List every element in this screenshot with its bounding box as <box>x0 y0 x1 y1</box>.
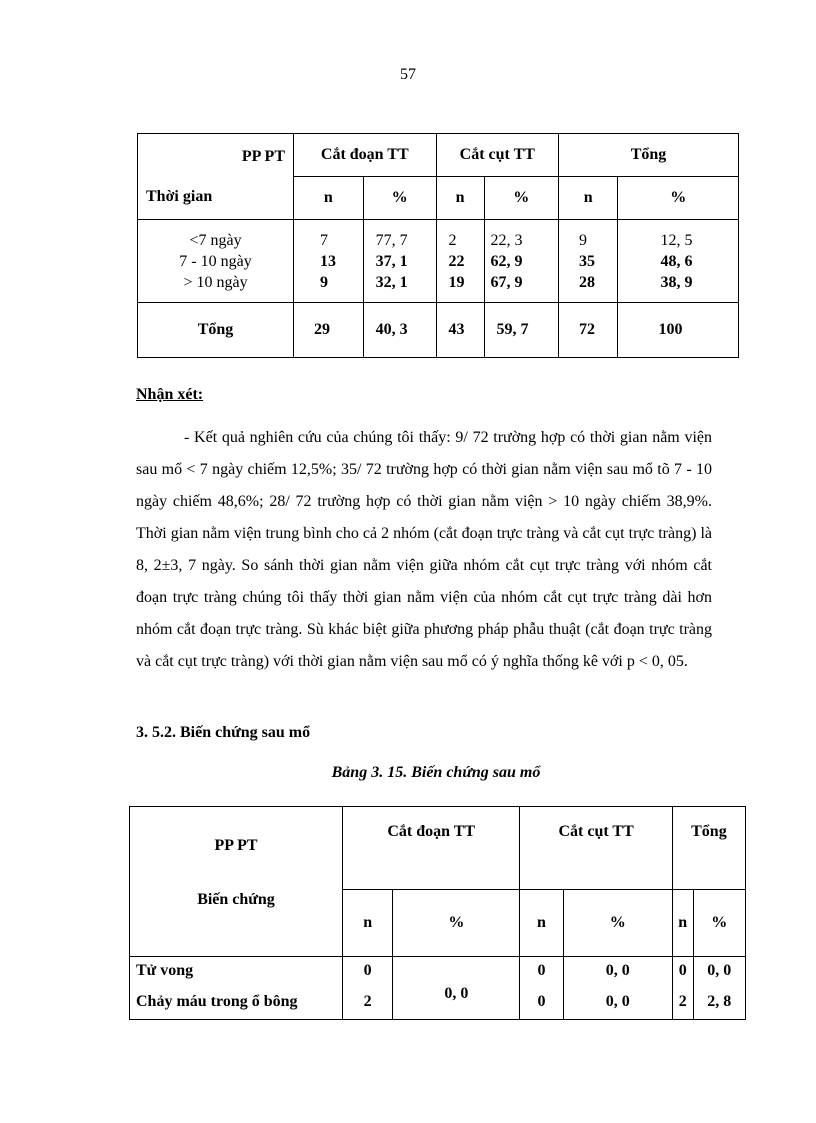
group-header: Tổng <box>559 134 739 177</box>
table-row <box>138 220 739 303</box>
sub-header: n <box>294 177 364 220</box>
group-header: Tổng <box>672 807 745 890</box>
cell-cd-n: 0 <box>343 957 393 986</box>
sub-header: n <box>520 890 563 957</box>
group-header: Cắt đoạn TT <box>343 807 520 890</box>
row-labels <box>138 220 294 303</box>
sub-header: % <box>363 177 436 220</box>
cell-cc-n: 0 <box>520 957 563 986</box>
row-label: > 10 ngày <box>183 273 248 291</box>
sub-header: n <box>672 890 693 957</box>
cell-cc-n: 2 22 19 <box>436 220 484 303</box>
cell-cc-pct: 59, 7 <box>484 303 559 358</box>
row-label: Tổng <box>138 303 294 358</box>
cell-cc-pct: 0, 0 <box>563 957 672 986</box>
table-hospital-stay <box>137 133 739 358</box>
row-label: <7 ngày <box>189 231 242 249</box>
sub-header: % <box>563 890 672 957</box>
group-header: Cắt cụt TT <box>520 807 672 890</box>
group-header: Cắt đoạn TT <box>294 134 437 177</box>
table-row <box>130 957 746 986</box>
corner-top-label: PP PT <box>214 837 258 854</box>
cell-cd-n: 7 13 9 <box>294 220 364 303</box>
cell-cd-pct <box>393 957 520 986</box>
group-header: Cắt cụt TT <box>436 134 559 177</box>
sub-header: % <box>484 177 559 220</box>
sub-header: n <box>559 177 618 220</box>
cell-cd-pct: 0, 0 <box>393 985 520 1020</box>
row-label: Chảy máu trong ổ bông <box>130 985 343 1020</box>
cell-t-n: 9 35 28 <box>559 220 618 303</box>
cell-cd-pct: 77, 7 37, 1 32, 1 <box>363 220 436 303</box>
table-complications <box>129 806 746 1020</box>
cell-cd-pct: 40, 3 <box>363 303 436 358</box>
sub-header: % <box>693 890 745 957</box>
row-label: Tử vong <box>130 957 343 986</box>
section-heading: 3. 5.2. Biến chứng sau mổ <box>136 724 311 741</box>
sub-header: % <box>618 177 739 220</box>
table-corner <box>130 807 343 957</box>
remarks-paragraph: - Kết quả nghiên cứu của chúng tôi thấy: 9/ 72 trường hợp có thời gian nằm viện sau mổ < 7 ngày chiếm 12,5%; 35/ 72 trường hợp có thời gian nằm viện sau mổ tõ 7 - 10 ngày chiếm 48,6%; 28/ 72 trường hợp có thời gian nằm viện > 10 ngày chiếm 38,9%. Thời gian nằm viện trung bình cho cả 2 nhóm (cắt đoạn trực tràng và cắt cụt trực tràng) là 8, 2±3, 7 ngày. So sánh thời gian nằm viện giữa nhóm cắt cụt trực tràng với nhóm cắt đoạn trực tràng chúng tôi thấy thời gian nằm viện của nhóm cắt cụt trực tràng dài hơn nhóm cắt đoạn trực tràng. Sù khác biệt giữa phương pháp phẫu thuật (cắt đoạn trực tràng và cắt cụt trực tràng) với thời gian nằm viện sau mổ có ý nghĩa thống kê với p < 0, 05. <box>136 429 712 670</box>
cell-t-n: 2 <box>672 985 693 1020</box>
row-label: 7 - 10 ngày <box>179 252 252 270</box>
corner-bottom-label: Thời gian <box>146 188 213 205</box>
remarks-heading: Nhận xét: <box>136 386 204 403</box>
cell-t-n: 72 <box>559 303 618 358</box>
cell-cc-pct: 22, 3 62, 9 67, 9 <box>484 220 559 303</box>
page-number: 57 <box>400 66 416 83</box>
cell-cd-n: 29 <box>294 303 364 358</box>
sub-header: n <box>436 177 484 220</box>
corner-top-label: PP PT <box>241 148 285 165</box>
cell-cd-n: 2 <box>343 985 393 1020</box>
table-row-total <box>138 303 739 358</box>
cell-t-pct: 0, 0 <box>693 957 745 986</box>
table-row <box>130 985 746 1020</box>
cell-cc-n: 43 <box>436 303 484 358</box>
cell-cc-pct: 0, 0 <box>563 985 672 1020</box>
cell-t-n: 0 <box>672 957 693 986</box>
table-caption: Bảng 3. 15. Biến chứng sau mổ <box>331 764 541 781</box>
sub-header: n <box>343 890 393 957</box>
corner-bottom-label: Biến chứng <box>197 891 275 908</box>
cell-t-pct: 100 <box>618 303 739 358</box>
table-corner <box>138 134 294 220</box>
cell-t-pct: 2, 8 <box>693 985 745 1020</box>
cell-cc-n: 0 <box>520 985 563 1020</box>
cell-t-pct: 12, 5 48, 6 38, 9 <box>618 220 739 303</box>
sub-header: % <box>393 890 520 957</box>
